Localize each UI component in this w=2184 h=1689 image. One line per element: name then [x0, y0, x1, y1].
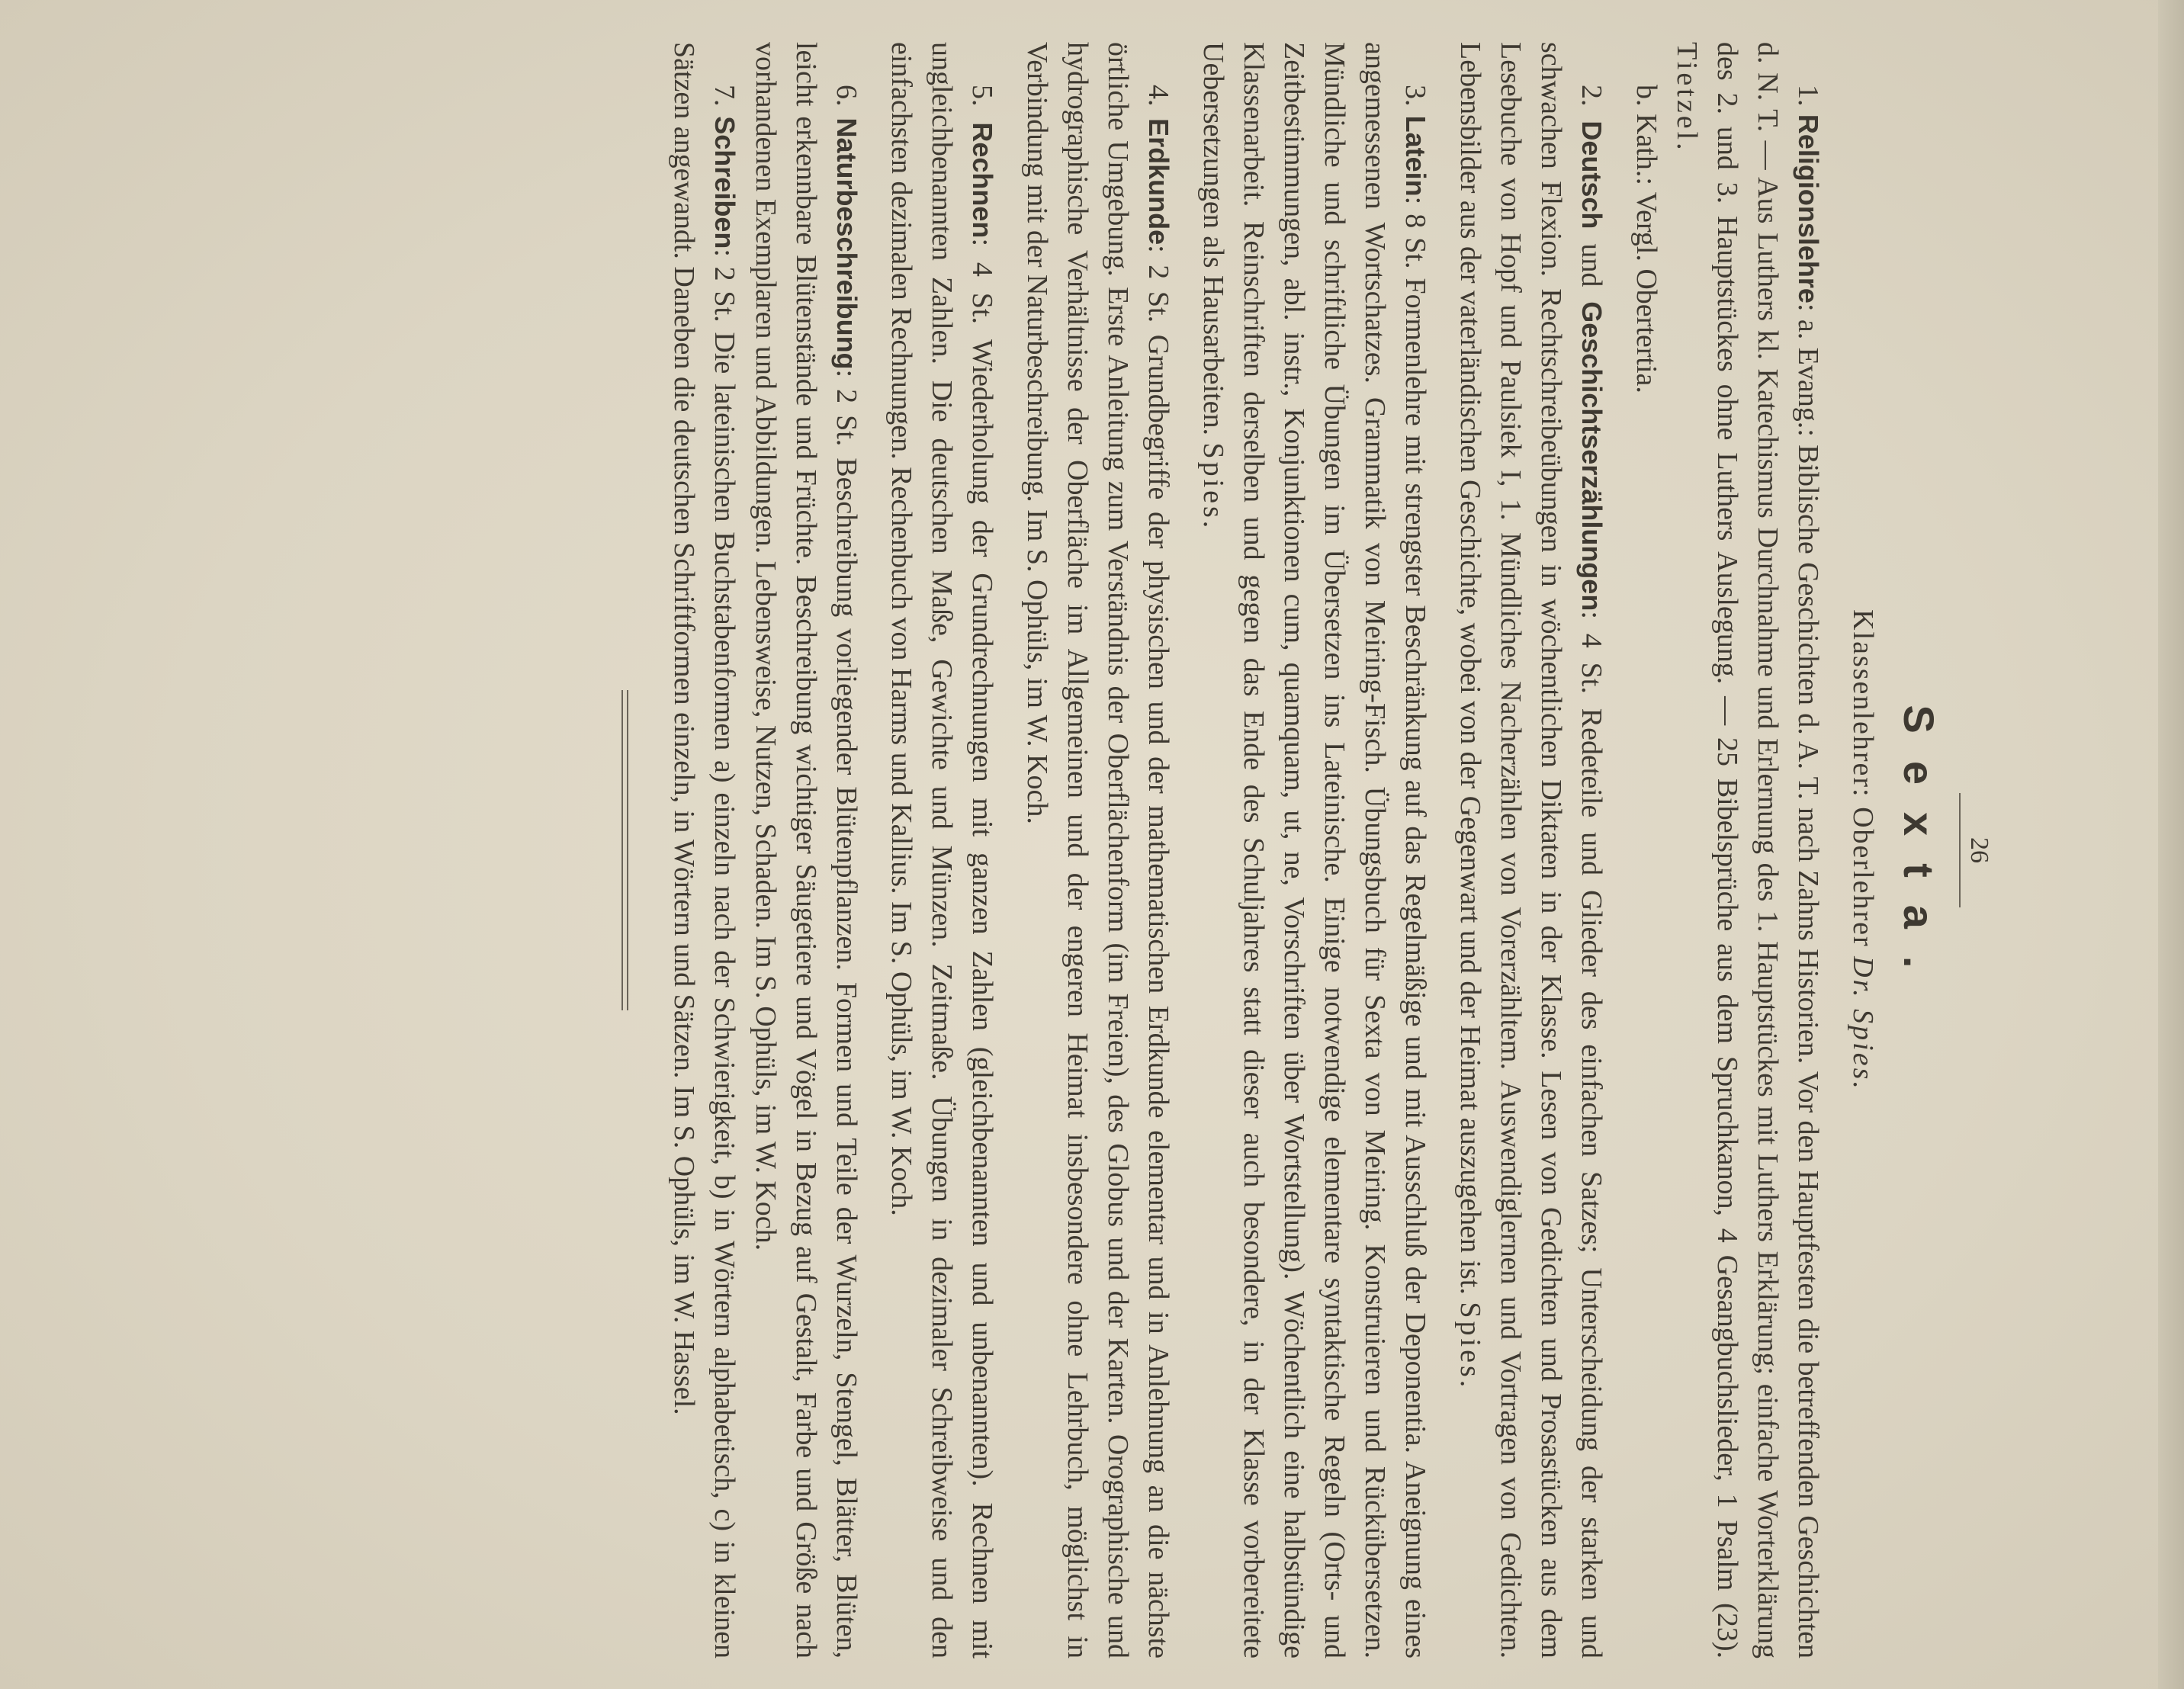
page-edge-shadow: [2158, 0, 2184, 1689]
teacher-name: Tietzel.: [1671, 42, 1703, 153]
section-number: 4.: [1142, 85, 1174, 107]
teacher-name: Spies.: [1454, 1302, 1486, 1391]
paragraph-gap: [1179, 42, 1193, 1658]
class-teacher-name: Dr. Spies.: [1847, 956, 1879, 1091]
subject-heading: Religionslehre: [1793, 114, 1824, 303]
section-text: b. Kath.: Vergl. Obertertia.: [1630, 85, 1662, 393]
section-number: 7.: [708, 85, 740, 107]
subject-heading-secondary: Geschichtserzählungen: [1576, 301, 1607, 612]
page-content: [347, 42, 1994, 1658]
teacher-name: Spies.: [1197, 442, 1229, 531]
section-text: : 8 St. Formenlehre mit strengster Beschränkung auf das Regelmäßige und mit Ausschluß der Deponentia. Aneignung eines angemessenen Wortschatzes. Grammatik von Meiring-Fisch. Übungsbuch für Sexta von Meiring. Konstruieren und Rückübersetzen. Mündliche und schriftliche Übungen im Übersetzen ins Lateinische. Einige notwendige elementare syntaktische Regeln (Orts- und Zeitbestimmungen, abl. instr., Konjunktionen cum, quamquam, ut, ne, Vorschriften über Wortstellung). Wöchentlich eine halbstündige Klassenarbeit. Reinschriften derselben und gegen das Ende des Schuljahres statt dieser auch besondere, in der Klasse vorbereitete Uebersetzungen als Hausarbeiten.: [1197, 42, 1431, 1659]
section-number: 5.: [966, 85, 998, 107]
subject-heading: Deutsch: [1576, 120, 1607, 230]
paragraph-gap: [1612, 42, 1626, 1658]
section-number: 2.: [1575, 85, 1607, 107]
class-teacher-line: [1842, 42, 1883, 1658]
section-number: 1.: [1792, 85, 1824, 107]
section-religion-catholic: [1626, 42, 1666, 1658]
subject-connector: und: [1575, 229, 1607, 302]
subject-heading: Rechnen: [967, 122, 998, 239]
closing-rule: [627, 690, 628, 1010]
subject-heading: Naturbeschreibung: [831, 117, 862, 370]
paragraph-gap: [1436, 42, 1450, 1658]
section-text: : 2 St. Grundbegriffe der physischen und der mathematischen Erdkunde elementar und in Anlehnung an die nächste örtliche Umgebung. Erste Anleitung zum Verständnis der Oberflächenform (im Freien), des Globus und der Karten. Orographische und hydrographische Verhältnisse der Oberfläche im Allgemeinen und der engeren Heimat insbesondere ohne Lehrbuch, möglichst in Verbindung mit der Naturbeschreibung. Im S. Ophüls, im W. Koch.: [1021, 42, 1174, 1659]
section-text: : 2 St. Die lateinischen Buchstabenformen a) einzeln nach der Schwierigkeit, b) in Wörtern alphabetisch, c) in kleinen Sätzen angewandt. Daneben die deutschen Schriftformen einzeln, in Wörtern und Sätzen. Im S. Ophüls, im W. Hassel.: [668, 42, 740, 1658]
section-writing: [663, 42, 745, 1658]
page-number: 26: [1965, 837, 1993, 863]
paragraph-gap: [1003, 42, 1017, 1658]
section-text: : 4 St. Redeteile und Glieder des einfachen Satzes; Unterscheidung der starken und schwachen Flexion. Rechtschreibeübungen in wöchentlichen Diktaten in der Klasse. Lesen von Gedichten und Prosastücken aus dem Lesebuche von Hopf und Paulsiek I, 1. Mündliches Nacherzählen von Vorerzähltem. Auswendiglernen und Vortragen von Gedichten. Lebensbilder aus der vaterländischen Geschichte, wobei von der Gegenwart und der Heimat auszugehen ist.: [1454, 42, 1607, 1658]
section-german: [1450, 42, 1612, 1658]
section-text: : 4 St. Wiederholung der Grundrechnungen mit ganzen Zahlen (gleichbenannten und unbenannten). Rechnen mit ungleichbenannten Zahlen. Die deutschen Maße, Gewichte und Münzen. Zeitmaße. Übungen in dezimaler Schreibweise und den einfachsten dezimalen Rechnungen. Rechenbuch von Harms und Kallius. Im S. Ophüls, im W. Koch.: [885, 42, 998, 1659]
section-arithmetic: [881, 42, 1003, 1658]
page-title: Sexta.: [1895, 705, 1943, 996]
section-natural-history: [745, 42, 867, 1658]
subject-heading: Erdkunde: [1143, 118, 1174, 246]
section-number: 6.: [830, 85, 862, 107]
page-number-rule: [1959, 793, 1961, 907]
subject-heading: Latein: [1400, 115, 1431, 197]
section-religion: [1666, 42, 1829, 1658]
section-text: : a. Evang.: Biblische Geschichten d. A. T. nach Zahns Historien. Vor den Hauptfesten die betreffenden Geschichten d. N. T. — Aus Luthers kl. Katechismus Durchnahme und Erlernung des 1. Hauptstückes mit Luthers Erklärung; einfache Worterklärung des 2. und 3. Hauptstückes ohne Luthers Auslegung. — 25 Bibelsprüche aus dem Spruchkanon, 4 Gesangbuchslieder, 1 Psalm (23).: [1711, 42, 1824, 1659]
section-number: 3.: [1399, 85, 1431, 107]
section-latin: [1193, 42, 1436, 1658]
section-text: : 2 St. Beschreibung vorliegender Blütenpflanzen. Formen und Teile der Wurzeln, Stengel, Blätter, Blüten, leicht erkennbare Blütenstände und Früchte. Beschreibung wichtiger Säugetiere und Vögel in Bezug auf Gestalt, Farbe und Größe nach vorhandenen Exemplaren und Abbildungen. Lebensweise, Nutzen, Schaden. Im S. Ophüls, im W. Koch.: [750, 42, 862, 1659]
subject-heading: Schreiben: [709, 116, 740, 249]
closing-rule: [621, 690, 623, 1010]
paragraph-gap: [867, 42, 881, 1658]
section-geography: [1017, 42, 1179, 1658]
class-teacher-label: Klassenlehrer: Oberlehrer: [1847, 609, 1879, 948]
